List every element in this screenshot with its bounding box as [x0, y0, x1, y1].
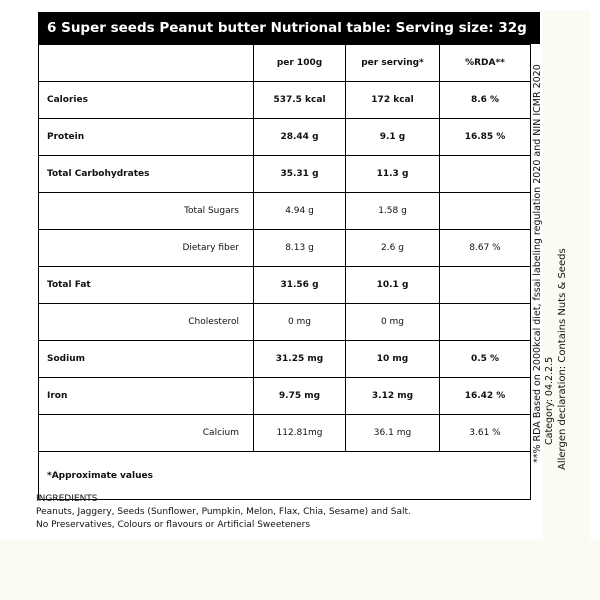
ingredients-block	[36, 493, 516, 532]
value-per-serving: 3.12 mg	[346, 378, 440, 415]
value-rda	[440, 193, 531, 230]
table-row	[39, 267, 531, 304]
value-per-serving: 9.1 g	[346, 119, 440, 156]
value-per-serving: 2.6 g	[346, 230, 440, 267]
header-per-100g: per 100g	[254, 45, 346, 82]
value-per-100g: 8.13 g	[254, 230, 346, 267]
table-row	[39, 341, 531, 378]
nutrition-table	[38, 44, 531, 500]
value-per-100g: 537.5 kcal	[254, 82, 346, 119]
nutrient-name: Calories	[39, 82, 254, 119]
value-per-100g: 31.25 mg	[254, 341, 346, 378]
value-per-100g: 4.94 g	[254, 193, 346, 230]
nutrient-name: Dietary fiber	[39, 230, 254, 267]
table-row	[39, 230, 531, 267]
value-per-serving: 0 mg	[346, 304, 440, 341]
value-per-serving: 10 mg	[346, 341, 440, 378]
allergen-declaration: Allergen declaration: Contains Nuts & Seeds	[557, 248, 568, 470]
nutrient-name: Iron	[39, 378, 254, 415]
value-per-100g: 31.56 g	[254, 267, 346, 304]
value-per-serving: 1.58 g	[346, 193, 440, 230]
table-header-row	[39, 45, 531, 82]
table-row	[39, 193, 531, 230]
value-rda	[440, 304, 531, 341]
table-row	[39, 82, 531, 119]
nutrient-name: Total Carbohydrates	[39, 156, 254, 193]
table-row	[39, 415, 531, 452]
footnote-text: *Approximate values	[39, 452, 531, 500]
rda-footnote: **% RDA Based on 2000kcal diet, fssai labeling regulation 2020 and NIN ICMR 2020	[532, 64, 543, 463]
table-row	[39, 119, 531, 156]
bottom-background	[0, 540, 600, 600]
value-per-100g: 0 mg	[254, 304, 346, 341]
nutrient-name: Sodium	[39, 341, 254, 378]
value-rda: 3.61 %	[440, 415, 531, 452]
table-row	[39, 156, 531, 193]
header-rda: %RDA**	[440, 45, 531, 82]
nutrient-name: Total Fat	[39, 267, 254, 304]
table-title: 6 Super seeds Peanut butter Nutrional table: Serving size: 32g	[38, 12, 540, 44]
value-per-100g: 35.31 g	[254, 156, 346, 193]
value-per-100g: 28.44 g	[254, 119, 346, 156]
value-per-serving: 10.1 g	[346, 267, 440, 304]
value-rda: 16.85 %	[440, 119, 531, 156]
value-rda	[440, 156, 531, 193]
nutrient-name: Total Sugars	[39, 193, 254, 230]
value-rda: 0.5 %	[440, 341, 531, 378]
table-row	[39, 304, 531, 341]
header-cell-empty	[39, 45, 254, 82]
nutrition-table-wrapper	[38, 44, 530, 500]
category-note: Category: 04.2.2.5	[544, 356, 555, 445]
value-rda	[440, 267, 531, 304]
value-per-100g: 112.81mg	[254, 415, 346, 452]
value-per-serving: 36.1 mg	[346, 415, 440, 452]
value-rda: 8.67 %	[440, 230, 531, 267]
ingredients-list: Peanuts, Jaggery, Seeds (Sunflower, Pumpkin, Melon, Flax, Chia, Sesame) and Salt.	[36, 507, 411, 517]
header-per-serving: per serving*	[346, 45, 440, 82]
nutrient-name: Calcium	[39, 415, 254, 452]
ingredients-heading: INGREDIENTS	[36, 494, 98, 504]
value-per-serving: 172 kcal	[346, 82, 440, 119]
value-rda: 8.6 %	[440, 82, 531, 119]
ingredients-note: No Preservatives, Colours or flavours or Artificial Sweeteners	[36, 520, 311, 530]
value-per-100g: 9.75 mg	[254, 378, 346, 415]
value-rda: 16.42 %	[440, 378, 531, 415]
value-per-serving: 11.3 g	[346, 156, 440, 193]
table-row	[39, 378, 531, 415]
nutrient-name: Protein	[39, 119, 254, 156]
nutrient-name: Cholesterol	[39, 304, 254, 341]
